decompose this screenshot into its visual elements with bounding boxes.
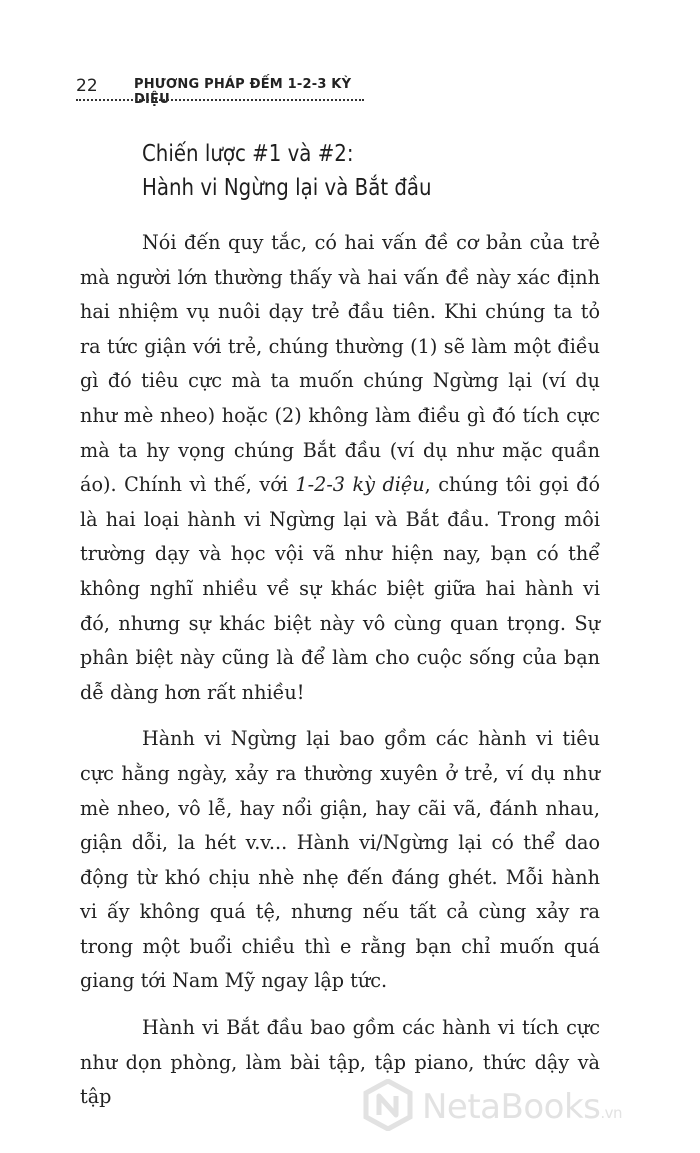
watermark: [362, 1075, 692, 1135]
netabooks-logo-icon: [362, 1079, 414, 1131]
paragraph-1: [80, 226, 600, 710]
watermark-text: [422, 1087, 622, 1127]
book-title: PHƯƠNG PHÁP ĐẾM 1-2-3 KỲ DIỆU: [134, 77, 352, 107]
paragraph-2: Hành vi Ngừng lại bao gồm các hành vi tiêu cực hằng ngày, xảy ra thường xuyên ở trẻ, ví dụ như mè nheo, vô lễ, hay nổi giận, hay cãi vã, đánh nhau, giận dỗi, la hét v.v... Hành vi/Ngừng lại có thể dao động từ khó chịu nhè nhẹ đến đáng ghét. Mỗi hành vi ấy không quá tệ, nhưng nếu tất cả cùng xảy ra trong một buổi chiều thì e rằng bạn chỉ muốn quá giang tới Nam Mỹ ngay lập tức.: [80, 727, 600, 993]
paragraph-1-italic-title: 1-2-3 kỳ diệu: [295, 473, 425, 497]
watermark-suffix: .vn: [600, 1104, 623, 1122]
section-heading-line-2: Hành vi Ngừng lại và Bắt đầu: [142, 175, 432, 201]
running-header: [76, 72, 366, 107]
watermark-brand: NetaBooks: [422, 1087, 601, 1127]
header-rule: [76, 99, 364, 101]
body-text: [80, 226, 600, 1127]
page-number: 22: [76, 76, 98, 96]
paragraph-1-part-b: , chúng tôi gọi đó là hai loại hành vi Ngừng lại và Bắt đầu. Trong môi trường dạy và học vội vã như hiện nay, bạn có thể không nghĩ nhiều về sự khác biệt giữa hai hành vi đó, nhưng sự khác biệt này vô cùng quan trọng. Sự phân biệt này cũng là để làm cho cuộc sống của bạn dễ dàng hơn rất nhiều!: [80, 473, 600, 704]
paragraph-1-part-a: Nói đến quy tắc, có hai vấn đề cơ bản của trẻ mà người lớn thường thấy và hai vấn đề này xác định hai nhiệm vụ nuôi dạy trẻ đầu tiên. Khi chúng ta tỏ ra tức giận với trẻ, chúng thường (1) sẽ làm một điều gì đó tiêu cực mà ta muốn chúng Ngừng lại (ví dụ như mè nheo) hoặc (2) không làm điều gì đó tích cực mà ta hy vọng chúng Bắt đầu (ví dụ như mặc quần áo). Chính vì thế, với: [80, 231, 600, 497]
paragraph-3: Hành vi Bắt đầu bao gồm các hành vi tích cực như dọn phòng, làm bài tập, tập piano, thức dậy và tập: [80, 1016, 600, 1109]
section-heading-line-1: Chiến lược #1 và #2:: [142, 141, 354, 167]
section-heading: [142, 137, 503, 205]
